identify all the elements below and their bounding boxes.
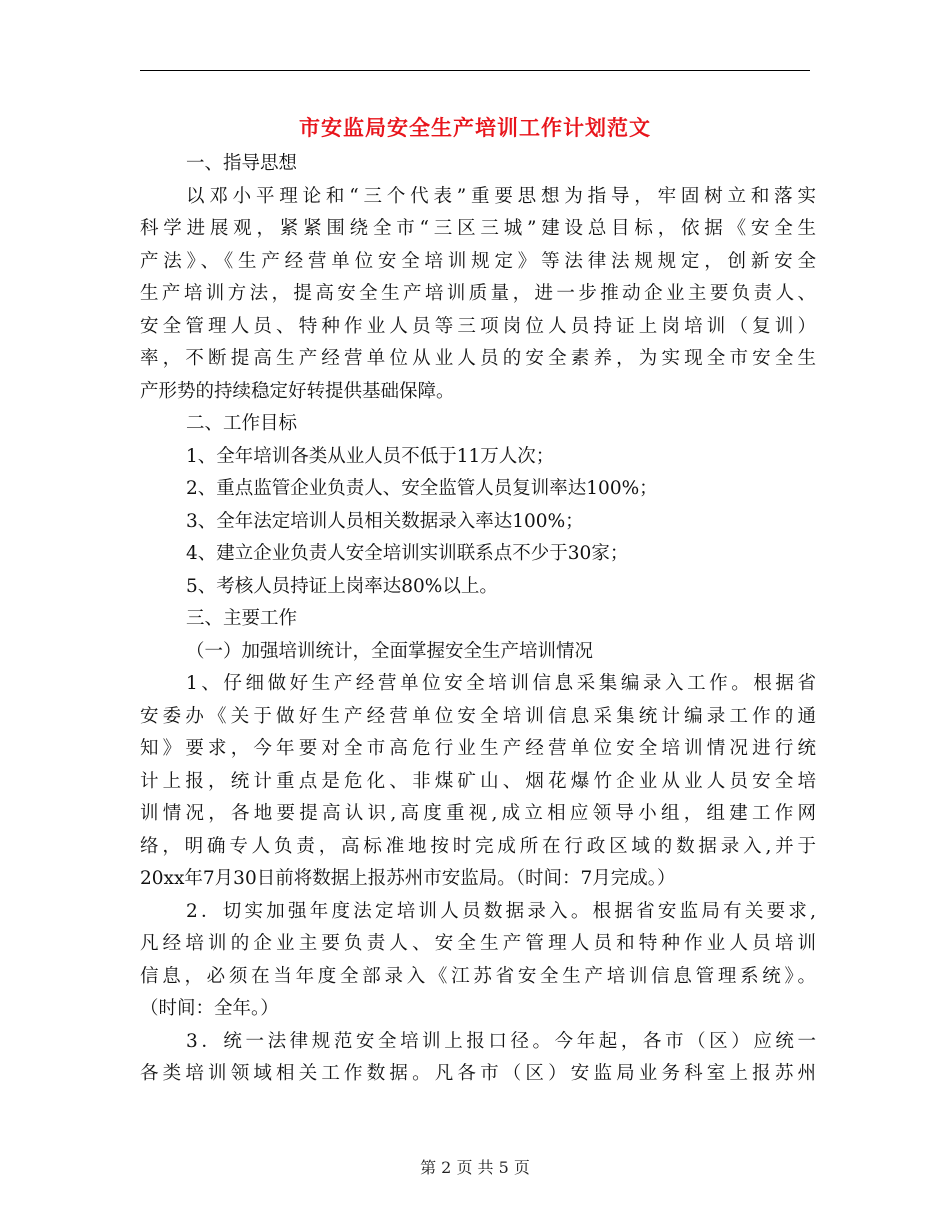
section-heading-guiding-ideology: 一、指导思想 bbox=[186, 153, 298, 174]
section-heading-work-goals: 二、工作目标 bbox=[186, 413, 298, 434]
goal-item: 4、建立企业负责人安全培训实训联系点不少于30家； bbox=[186, 543, 629, 564]
paragraph-line: 训情况，各地要提高认识,高度重视,成立相应领导小组，组建工作网 bbox=[140, 803, 816, 824]
paragraph-line: 安全管理人员、特种作业人员等三项岗位人员持证上岗培训（复训） bbox=[140, 315, 816, 337]
section-heading-main-work: 三、主要工作 bbox=[186, 608, 298, 629]
paragraph-line: 产法》、《生产经营单位安全培训规定》等法律法规规定，创新安全 bbox=[140, 250, 816, 272]
paragraph-line: 20xx年7月30日前将数据上报苏州市安监局。（时间：7月完成。） bbox=[140, 868, 676, 889]
goal-item: 3、全年法定培训人员相关数据录入率达100%； bbox=[186, 510, 584, 532]
goal-item: 2、重点监管企业负责人、安全监管人员复训率达100%； bbox=[186, 478, 658, 499]
paragraph-line: 科学进展观，紧紧围绕全市“三区三城”建设总目标，依据《安全生 bbox=[140, 218, 816, 239]
goal-item: 1、全年培训各类从业人员不低于11万人次； bbox=[186, 445, 555, 467]
paragraph-line: 络，明确专人负责，高标准地按时完成所在行政区域的数据录入,并于 bbox=[140, 835, 816, 857]
subsection-heading: （一）加强培训统计，全面掌握安全生产培训情况 bbox=[186, 640, 594, 662]
paragraph-line: 产形势的持续稳定好转提供基础保障。 bbox=[140, 380, 455, 402]
paragraph-line: 信息，必须在当年度全部录入《江苏省安全生产培训信息管理系统》。 bbox=[140, 965, 816, 987]
page-number: 第 2 页 共 5 页 bbox=[420, 1158, 530, 1177]
document-body bbox=[140, 148, 816, 1091]
document-title: 市安监局安全生产培训工作计划范文 bbox=[299, 115, 651, 140]
paragraph-line: 凡经培训的企业主要负责人、安全生产管理人员和特种作业人员培训 bbox=[140, 933, 816, 954]
header-rule bbox=[140, 70, 810, 71]
paragraph-line: 安委办《关于做好生产经营单位安全培训信息采集统计编录工作的通 bbox=[140, 705, 816, 727]
paragraph-line: 计上报，统计重点是危化、非煤矿山、烟花爆竹企业从业人员安全培 bbox=[140, 770, 816, 792]
paragraph-line: 各类培训领域相关工作数据。凡各市（区）安监局业务科室上报苏州 bbox=[140, 1063, 816, 1084]
goal-item: 5、考核人员持证上岗率达80%以上。 bbox=[186, 575, 498, 597]
paragraph-line: 3．统一法律规范安全培训上报口径。今年起，各市（区）应统一 bbox=[186, 1030, 816, 1052]
paragraph-line: 知》要求，今年要对全市高危行业生产经营单位安全培训情况进行统 bbox=[140, 738, 816, 759]
paragraph-line: 1、仔细做好生产经营单位安全培训信息采集编录入工作。根据省 bbox=[186, 673, 816, 694]
paragraph-line: （时间：全年。） bbox=[140, 998, 279, 1019]
paragraph-line: 以邓小平理论和“三个代表”重要思想为指导，牢固树立和落实 bbox=[186, 185, 816, 207]
paragraph-line: 2．切实加强年度法定培训人员数据录入。根据省安监局有关要求, bbox=[186, 900, 816, 922]
paragraph-line: 率，不断提高生产经营单位从业人员的安全素养，为实现全市安全生 bbox=[140, 348, 816, 369]
paragraph-line: 生产培训方法，提高安全生产培训质量，进一步推动企业主要负责人、 bbox=[140, 283, 816, 304]
